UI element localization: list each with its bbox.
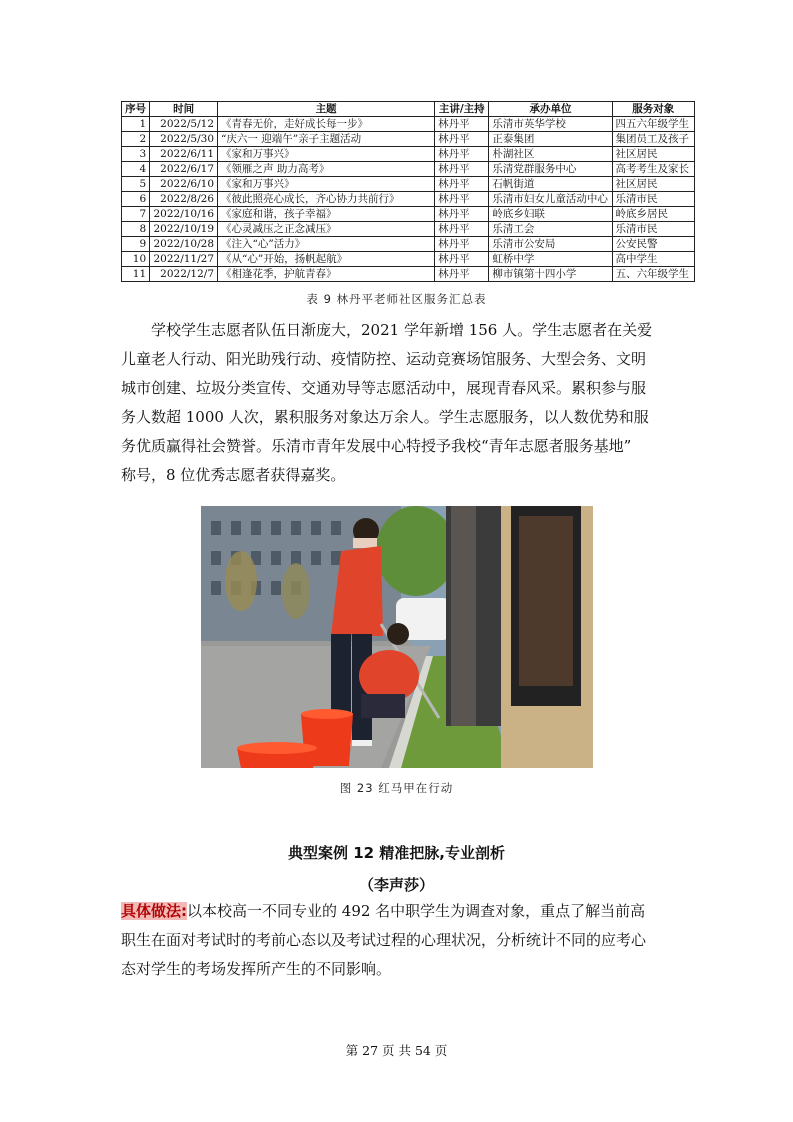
method-paragraph xyxy=(121,897,681,984)
table-cell: 《青春无价，走好成长每一步》 xyxy=(218,117,435,132)
table-cell: 7 xyxy=(122,207,150,222)
table-cell: 林丹平 xyxy=(435,132,489,147)
table-cell: 《心灵减压之正念减压》 xyxy=(218,222,435,237)
table-row xyxy=(122,237,695,252)
table-cell: 2022/11/27 xyxy=(150,252,218,267)
table-cell: 乐清工会 xyxy=(489,222,612,237)
table-cell: 2022/10/16 xyxy=(150,207,218,222)
table-cell: 乐清市民 xyxy=(612,222,694,237)
table-cell: 2022/6/17 xyxy=(150,162,218,177)
table-cell: 公安民警 xyxy=(612,237,694,252)
table-cell: 2022/5/12 xyxy=(150,117,218,132)
table-cell: 2022/10/28 xyxy=(150,237,218,252)
table-cell: 朴湖社区 xyxy=(489,147,612,162)
header-cell: 序号 xyxy=(122,102,150,117)
table-cell: 乐清市妇女儿童活动中心 xyxy=(489,192,612,207)
table-cell: 社区居民 xyxy=(612,177,694,192)
case-title: 典型案例 12 精准把脉,专业剖析 xyxy=(287,844,506,862)
table-cell: 林丹平 xyxy=(435,117,489,132)
table-cell: 《彼此照亮心成长，齐心协力共前行》 xyxy=(218,192,435,207)
table-cell: 6 xyxy=(122,192,150,207)
paragraph-line: 称号，8 位优秀志愿者获得嘉奖。 xyxy=(121,466,346,484)
table-row xyxy=(122,222,695,237)
table-cell: 《家庭和谐，孩子幸福》 xyxy=(218,207,435,222)
paragraph-line: 儿童老人行动、阳光助残行动、疫情防控、运动竞赛场馆服务、大型会务、文明 xyxy=(121,350,647,368)
table-cell: 石帆街道 xyxy=(489,177,612,192)
table-cell: 2022/8/26 xyxy=(150,192,218,207)
table-cell: 林丹平 xyxy=(435,207,489,222)
table-cell: 林丹平 xyxy=(435,267,489,282)
table-cell: 林丹平 xyxy=(435,177,489,192)
table-cell: 林丹平 xyxy=(435,147,489,162)
table-cell: 乐清市公安局 xyxy=(489,237,612,252)
table-row xyxy=(122,192,695,207)
paragraph-line: 务人数超 1000 人次，累积服务对象达万余人。学生志愿服务，以人数优势和服 xyxy=(121,408,649,426)
table-cell: 四五六年级学生 xyxy=(612,117,694,132)
table-cell: 正泰集团 xyxy=(489,132,612,147)
volunteer-photo xyxy=(201,506,593,768)
table-row xyxy=(122,207,695,222)
table-cell: 乐清市民 xyxy=(612,192,694,207)
paragraph-line: 态对学生的考场发挥所产生的不同影响。 xyxy=(121,960,392,978)
method-label: 具体做法: xyxy=(121,902,187,920)
header-cell: 主讲/主持 xyxy=(435,102,489,117)
table-cell: 林丹平 xyxy=(435,192,489,207)
table-cell: 4 xyxy=(122,162,150,177)
table-cell: 2 xyxy=(122,132,150,147)
volunteer-paragraph xyxy=(121,316,681,490)
table-cell: 11 xyxy=(122,267,150,282)
header-cell: 主题 xyxy=(218,102,435,117)
table-cell: 2022/10/19 xyxy=(150,222,218,237)
paragraph-line: 城市创建、垃圾分类宣传、交通劝导等志愿活动中，展现青春风采。累积参与服 xyxy=(121,379,647,397)
table-cell: 林丹平 xyxy=(435,237,489,252)
table-cell: 9 xyxy=(122,237,150,252)
table-cell: 2022/5/30 xyxy=(150,132,218,147)
page-footer: 第 27 页 共 54 页 xyxy=(345,1043,448,1058)
table-row xyxy=(122,162,695,177)
paragraph-line: 职生在面对考试时的考前心态以及考试过程的心理状况，分析统计不同的应考心 xyxy=(121,931,647,949)
table-cell: 《从“心”开始，扬帆起航》 xyxy=(218,252,435,267)
table-cell: 《领雁之声 助力高考》 xyxy=(218,162,435,177)
table-row xyxy=(122,252,695,267)
table-cell: 1 xyxy=(122,117,150,132)
table-row xyxy=(122,267,695,282)
table-cell: 高考考生及家长 xyxy=(612,162,694,177)
table-cell: 2022/12/7 xyxy=(150,267,218,282)
paragraph-line: 务优质赢得社会赞誉。乐清市青年发展中心特授予我校“青年志愿者服务基地” xyxy=(121,437,632,455)
table-cell: 乐清市英华学校 xyxy=(489,117,612,132)
table-row xyxy=(122,177,695,192)
table-cell: 10 xyxy=(122,252,150,267)
table-row xyxy=(122,132,695,147)
table-cell: 乐清党群服务中心 xyxy=(489,162,612,177)
header-cell: 时间 xyxy=(150,102,218,117)
table-cell: 高中学生 xyxy=(612,252,694,267)
table-cell: 虹桥中学 xyxy=(489,252,612,267)
service-summary-table xyxy=(121,101,695,282)
header-cell: 承办单位 xyxy=(489,102,612,117)
paragraph-line: 以本校高一不同专业的 492 名中职学生为调查对象，重点了解当前高 xyxy=(187,902,646,920)
volunteer-photo-illustration xyxy=(201,506,593,768)
table-cell: 岭底乡妇联 xyxy=(489,207,612,222)
table-cell: 8 xyxy=(122,222,150,237)
table-cell: 集团员工及孩子 xyxy=(612,132,694,147)
table-cell: 柳市镇第十四小学 xyxy=(489,267,612,282)
table-cell: 2022/6/11 xyxy=(150,147,218,162)
table-header-row xyxy=(122,102,695,117)
table-cell: 《相逢花季，护航青春》 xyxy=(218,267,435,282)
table-cell: 2022/6/10 xyxy=(150,177,218,192)
table-cell: 岭底乡居民 xyxy=(612,207,694,222)
table-cell: 林丹平 xyxy=(435,222,489,237)
case-author: （李声莎） xyxy=(358,876,434,894)
table-cell: 5 xyxy=(122,177,150,192)
table-cell: 3 xyxy=(122,147,150,162)
figure-caption: 图 23 红马甲在行动 xyxy=(339,781,454,795)
table-row xyxy=(122,147,695,162)
table-cell: 《家和万事兴》 xyxy=(218,177,435,192)
table-caption: 表 9 林丹平老师社区服务汇总表 xyxy=(306,292,487,306)
table-cell: 五、六年级学生 xyxy=(612,267,694,282)
table-row xyxy=(122,117,695,132)
header-cell: 服务对象 xyxy=(612,102,694,117)
table-cell: 《家和万事兴》 xyxy=(218,147,435,162)
table-cell: “庆六一 迎端午”亲子主题活动 xyxy=(218,132,435,147)
table-cell: 林丹平 xyxy=(435,162,489,177)
table-cell: 林丹平 xyxy=(435,252,489,267)
table-cell: 社区居民 xyxy=(612,147,694,162)
paragraph-line: 学校学生志愿者队伍日渐庞大，2021 学年新增 156 人。学生志愿者在关爱 xyxy=(151,321,653,339)
table-cell: 《注入“心”活力》 xyxy=(218,237,435,252)
